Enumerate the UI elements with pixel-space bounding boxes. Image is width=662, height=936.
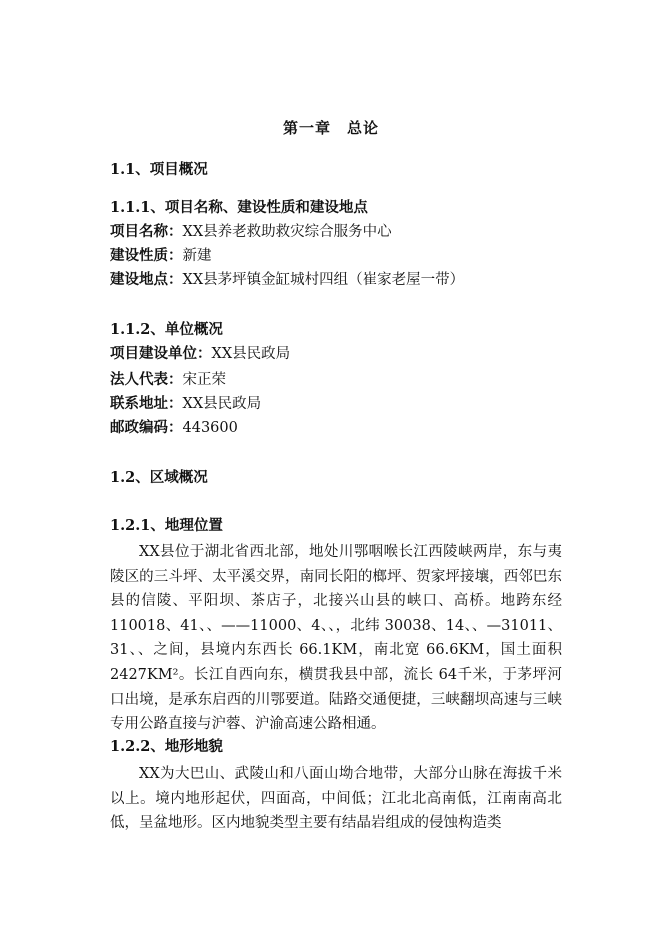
chapter-number: 第一章 — [282, 119, 331, 137]
field-label: 建设地点： — [110, 271, 183, 288]
field-value: XX县茅坪镇金缸城村四组（崔家老屋一带） — [182, 272, 465, 288]
section-heading-1-1: 1.1、项目概况 — [110, 161, 208, 178]
construction-unit-row — [110, 344, 562, 364]
field-label: 联系地址： — [110, 395, 183, 412]
terrain-paragraph: XX为大巴山、武陵山和八面山坳合地带，大部分山脉在海拔千米以上。境内地形起伏，四面高，中间低；江北北高南低，江南南高北低，呈盆地形。区内地貌类型主要有结晶岩组成的侵蚀构造类 — [110, 766, 562, 832]
field-value: 新建 — [182, 248, 212, 264]
field-label: 建设性质： — [110, 247, 183, 264]
section-heading-1-1-1: 1.1.1、项目名称、建设性质和建设地点 — [110, 199, 368, 216]
field-label: 项目建设单位： — [110, 345, 212, 362]
field-label: 法人代表： — [110, 371, 183, 388]
section-heading-1-2-2: 1.2.2、地形地貌 — [110, 738, 223, 755]
section-heading-1-2-1: 1.2.1、地理位置 — [110, 517, 223, 534]
field-value: 宋正荣 — [182, 372, 226, 388]
field-label: 邮政编码： — [110, 419, 183, 436]
field-value: XX县民政局 — [182, 396, 262, 412]
chapter-title — [0, 117, 662, 138]
chapter-name: 总论 — [347, 119, 380, 137]
field-value: XX县民政局 — [211, 346, 291, 362]
construction-location-row — [110, 270, 562, 290]
section-heading-1-1-2: 1.1.2、单位概况 — [110, 321, 223, 338]
field-label: 项目名称： — [110, 223, 183, 240]
field-value: 443600 — [182, 420, 238, 436]
geography-paragraph: XX县位于湖北省西北部，地处川鄂咽喉长江西陵峡两岸，东与夷陵区的三斗坪、太平溪交界，南同长阳的榔坪、贺家坪接壤，西邻巴东县的信陵、平阳坝、茶店子，北接兴山县的峡口、高桥。地跨东经110018、41、、——11000、4、、，北纬 30038、14、、—31011、31、、之间，县境内东西长 66.1KM，南北宽 66.6KM，国土面积 2427KM²。长江自西向东，横贯我县中部，流长 64千米，于茅坪河口出境，是承东启西的川鄂要道。陆路交通便捷，三峡翻坝高速与三峡专用公路直接与沪蓉、沪渝高速公路相通。 — [110, 544, 562, 733]
section-heading-1-2: 1.2、区域概况 — [110, 469, 208, 486]
project-name-row — [110, 222, 562, 242]
postal-code-row — [110, 418, 562, 438]
legal-representative-row — [110, 370, 562, 390]
construction-nature-row — [110, 246, 562, 266]
field-value: XX县养老救助救灾综合服务中心 — [182, 224, 392, 240]
contact-address-row — [110, 394, 562, 414]
